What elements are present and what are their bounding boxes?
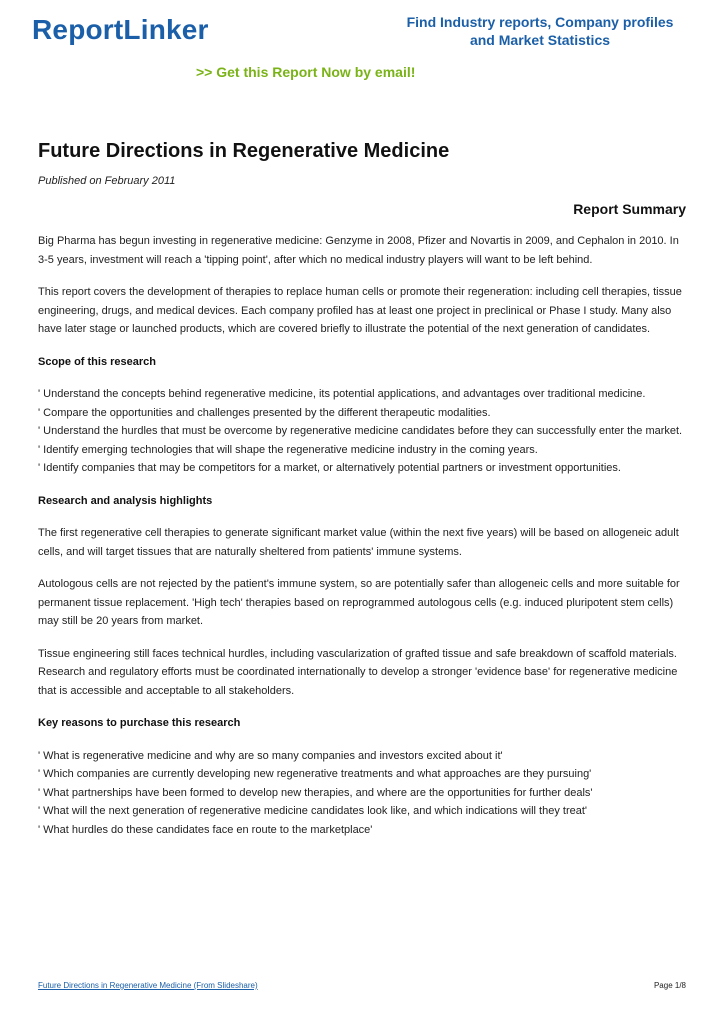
highlights-heading: Research and analysis highlights xyxy=(38,494,213,507)
published-date: Published on February 2011 xyxy=(38,175,176,187)
scope-item: ' Understand the hurdles that must be overcome by regenerative medicine candidates before they can successfully enter the market. xyxy=(38,425,683,437)
scope-list xyxy=(38,385,686,478)
scope-item: ' Identify companies that may be competitors for a market, or alternatively potential partners or investment opportunities. xyxy=(38,462,621,474)
intro-paragraph-2: This report covers the development of therapies to replace human cells or promote their regeneration: including cell therapies, tissue engineering, drugs, and medical devices. Each company profiled has at least one project in preclinical or Phase I study. Many also have later stage or launched products, which are covered briefly to illustrate the potential of the next generation of candidates. xyxy=(38,286,682,335)
page-number: Page 1/8 xyxy=(653,981,686,990)
reason-item: ' What partnerships have been formed to develop new therapies, and where are the opportunities for further deals' xyxy=(38,786,593,799)
reasons-heading: Key reasons to purchase this research xyxy=(38,717,241,729)
source-link[interactable]: Future Directions in Regenerative Medicine (From Slideshare) xyxy=(38,981,258,990)
intro-paragraph-1: Big Pharma has begun investing in regenerative medicine: Genzyme in 2008, Pfizer and Novartis in 2009, and Cephalon in 2010. In 3-5 years, investment will reach a 'tipping point', after which no medical industry players will want to be left behind. xyxy=(38,235,679,266)
reason-item: ' Which companies are currently developing new regenerative treatments and what approaches are they pursuing' xyxy=(38,768,592,780)
highlights-paragraph-2: Autologous cells are not rejected by the patient's immune system, so are potentially safer than allogeneic cells and more suitable for permanent tissue replacement. 'High tech' therapies based on reprogrammed autologous cells (e.g. induced pluripotent stem cells) may still be 20 years from market. xyxy=(38,578,680,627)
logo[interactable]: ReportLinker xyxy=(32,14,209,45)
tagline-line-1: Find Industry reports, Company profiles xyxy=(406,14,674,30)
page-footer xyxy=(38,981,686,990)
reason-item: ' What hurdles do these candidates face en route to the marketplace' xyxy=(38,823,373,836)
scope-heading: Scope of this research xyxy=(38,355,156,368)
get-report-email-link[interactable]: >> Get this Report Now by email! xyxy=(196,64,416,80)
report-summary-heading: Report Summary xyxy=(573,201,686,217)
reason-item: ' What will the next generation of regenerative medicine candidates look like, and which indications will they treat' xyxy=(38,805,587,817)
reasons-list xyxy=(38,747,686,840)
report-content xyxy=(38,140,686,839)
tagline-line-2: and Market Statistics xyxy=(469,32,611,48)
highlights-paragraph-3: Tissue engineering still faces technical hurdles, including vascularization of grafted tissue and safe breakdown of scaffold materials. Research and regulatory efforts must be coordinated internationally to develop a stronger 'evidence base' for regenerative medicine that is accessible and acceptable to all stakeholders. xyxy=(38,647,678,697)
reason-item: ' What is regenerative medicine and why are so many companies and investors excited about it' xyxy=(38,749,503,762)
highlights-paragraph-1: The first regenerative cell therapies to generate significant market value (within the next five years) will be based on allogeneic adult cells, and will target tissues that are naturally sheltered from patients' immune systems. xyxy=(38,527,679,558)
scope-item: ' Identify emerging technologies that will shape the regenerative medicine industry in the coming years. xyxy=(38,443,538,456)
report-title: Future Directions in Regenerative Medicine xyxy=(38,140,450,162)
scope-item: ' Compare the opportunities and challenges presented by the different therapeutic modalities. xyxy=(38,406,491,419)
scope-item: ' Understand the concepts behind regenerative medicine, its potential applications, and advantages over traditional medicine. xyxy=(38,388,646,400)
tagline xyxy=(380,13,700,49)
